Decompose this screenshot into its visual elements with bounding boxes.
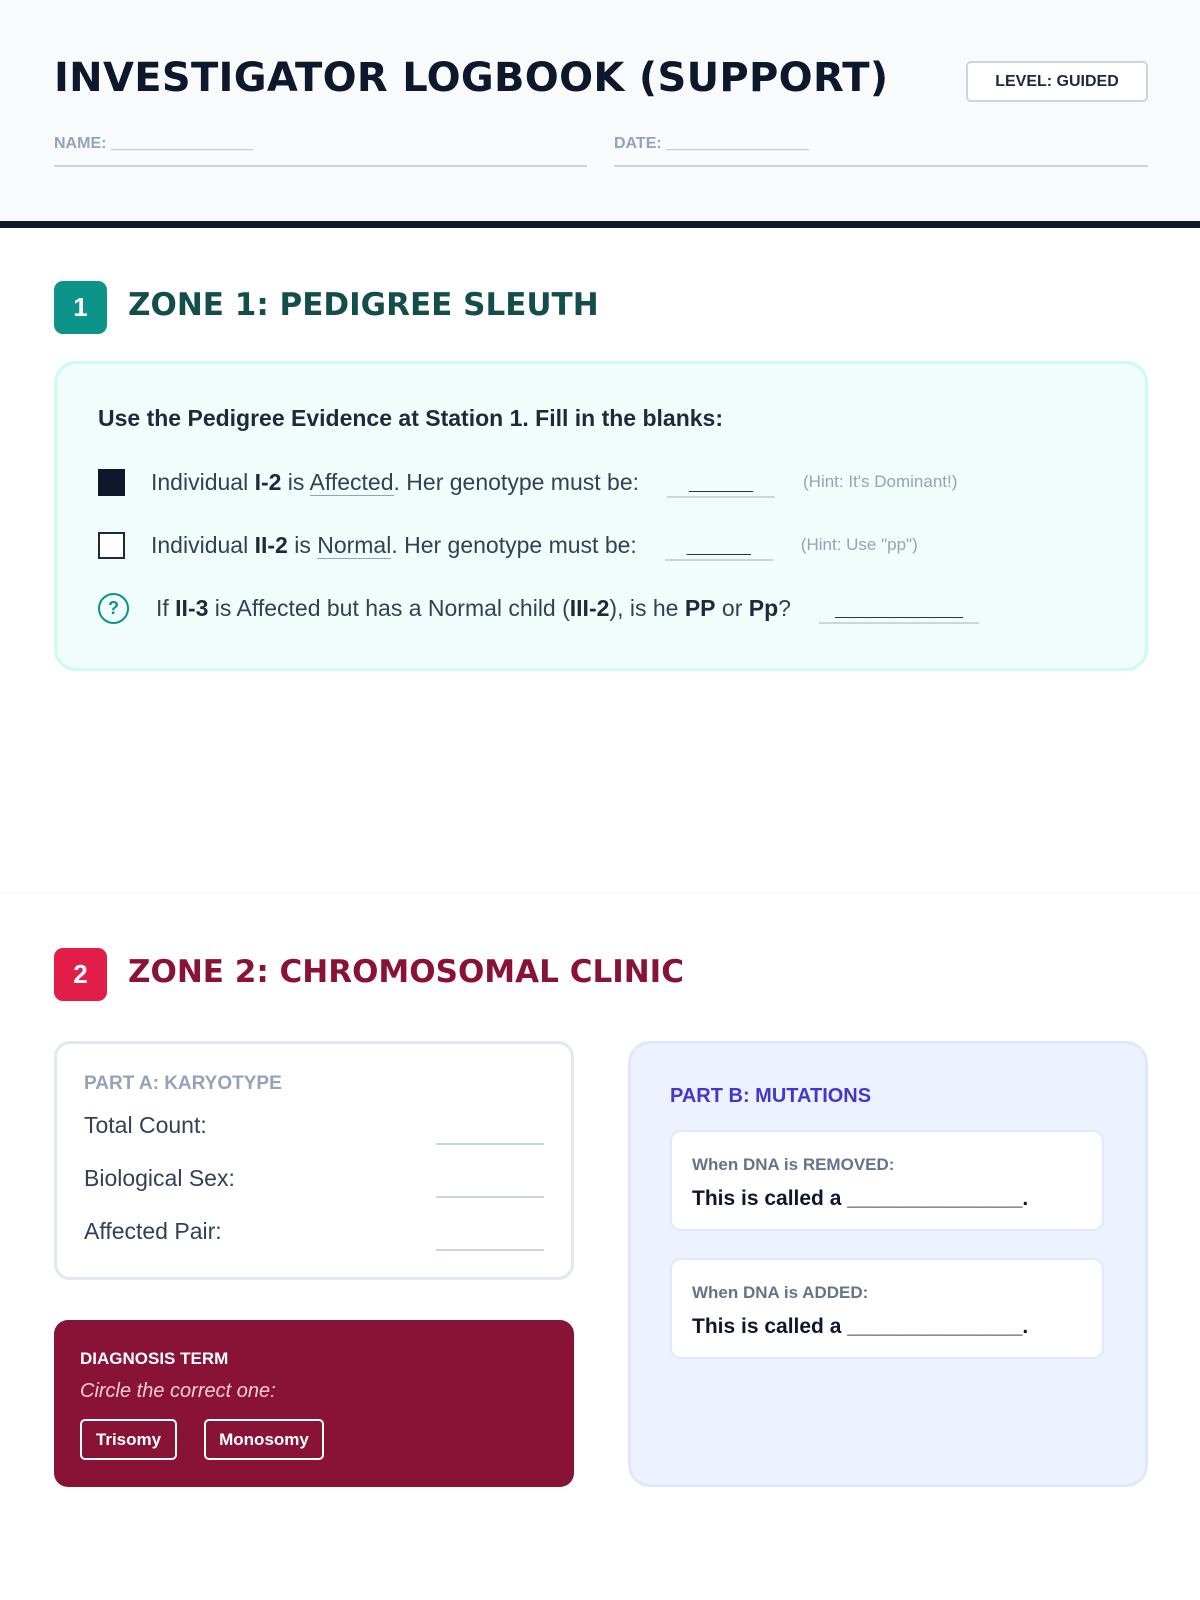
biological-sex-row [84, 1165, 544, 1199]
diagnosis-card [54, 1320, 574, 1487]
affected-female-square-icon [98, 469, 125, 496]
zone-1-title: ZONE 1: PEDIGREE SLEUTH [128, 287, 599, 323]
insertion-card [670, 1258, 1104, 1359]
total-count-row [84, 1112, 544, 1146]
genotype-answer-blank-1[interactable]: _____ [667, 466, 775, 498]
pedigree-question-3 [98, 590, 979, 626]
date-field[interactable]: DATE: ________________ [614, 135, 1148, 167]
question-2-text: Individual II-2 is Normal. Her genotype must be: [151, 531, 637, 558]
pedigree-question-2 [98, 527, 918, 563]
name-field[interactable]: NAME: ________________ [54, 135, 587, 167]
genotype-answer-blank-2[interactable]: _____ [665, 529, 773, 561]
logbook-header [0, 0, 1200, 228]
part-b-label: PART B: MUTATIONS [670, 1085, 872, 1107]
monosomy-option[interactable]: Monosomy [204, 1419, 324, 1460]
trisomy-option[interactable]: Trisomy [80, 1419, 177, 1460]
question-1-text: Individual I-2 is Affected. Her genotype must be: [151, 468, 639, 495]
affected-pair-blank[interactable] [436, 1249, 544, 1251]
level-badge: LEVEL: GUIDED [966, 61, 1148, 102]
diagnosis-label: DIAGNOSIS TERM [80, 1349, 229, 1368]
deletion-title: When DNA is REMOVED: [692, 1155, 895, 1174]
question-3-text: If II-3 is Affected but has a Normal child (III-2), is he PP or Pp? [156, 594, 791, 621]
insertion-title: When DNA is ADDED: [692, 1283, 869, 1302]
normal-female-square-icon [98, 532, 125, 559]
affected-pair-label: Affected Pair: [84, 1218, 222, 1244]
insertion-answer-text[interactable]: This is called a _______________. [692, 1315, 1029, 1338]
genotype-answer-blank-3[interactable]: __________ [819, 592, 979, 624]
deletion-answer-text[interactable]: This is called a _______________. [692, 1187, 1029, 1210]
deletion-card [670, 1130, 1104, 1231]
pedigree-instructions: Use the Pedigree Evidence at Station 1. Fill in the blanks: [98, 405, 723, 431]
biological-sex-blank[interactable] [436, 1196, 544, 1198]
hint-text-2: (Hint: Use "pp") [800, 535, 918, 554]
page-title: INVESTIGATOR LOGBOOK (SUPPORT) [54, 55, 889, 101]
total-count-blank[interactable] [436, 1143, 544, 1145]
diagnosis-instruction: Circle the correct one: [80, 1380, 276, 1402]
pedigree-question-1 [98, 464, 957, 500]
affected-pair-row [84, 1218, 544, 1252]
zone-1-number-badge: 1 [54, 281, 107, 334]
part-a-label: PART A: KARYOTYPE [84, 1073, 282, 1094]
zone-2-title: ZONE 2: CHROMOSOMAL CLINIC [128, 954, 684, 990]
zone-2-number-badge: 2 [54, 948, 107, 1001]
hint-text-1: (Hint: It's Dominant!) [803, 472, 958, 491]
total-count-label: Total Count: [84, 1112, 207, 1138]
section-divider [0, 892, 1200, 893]
biological-sex-label: Biological Sex: [84, 1165, 235, 1191]
question-mark-icon: ? [98, 593, 129, 624]
